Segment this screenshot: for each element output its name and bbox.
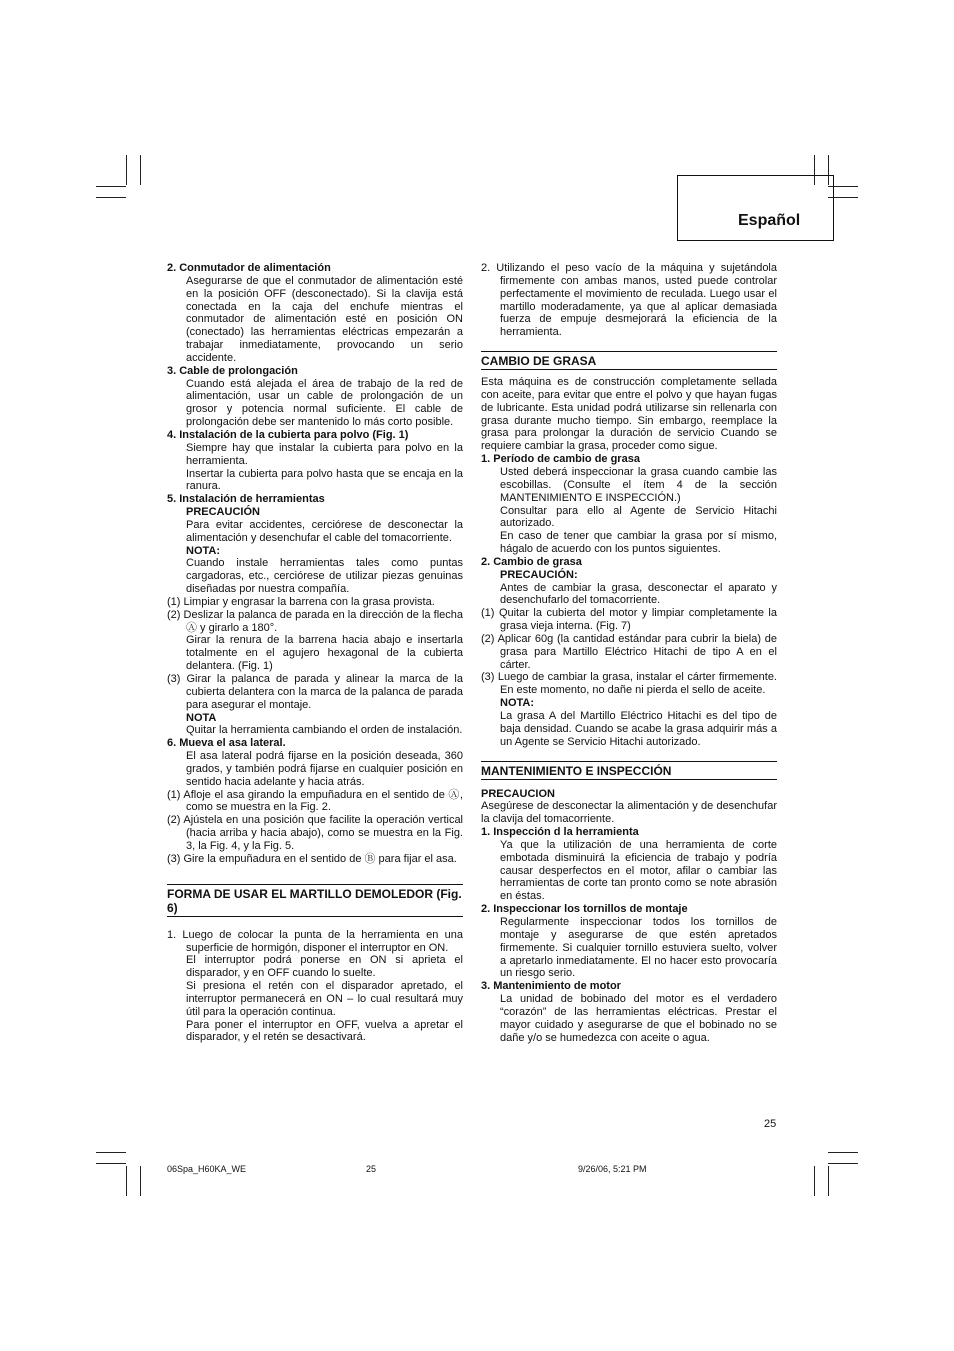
item-title: 1. Período de cambio de grasa xyxy=(481,453,640,466)
step: (1) Quitar la cubierta del motor y limpiar completamente la grasa vieja interna. (Fig. 7) xyxy=(481,607,777,633)
item-body: Siempre hay que instalar la cubierta para polvo en la herramienta. xyxy=(186,441,463,467)
step: 2. Utilizando el peso vacío de la máquina y sujetándola firmemente con ambas manos, usted puede controlar perfectamente el movimiento de reculada. Luego usar el martillo moderadamente, ya que al aplicar demasiada fuerza de empuje desmejorará la eficiencia de la herramienta. xyxy=(481,262,777,339)
crop-mark xyxy=(828,1163,858,1164)
item-body: Usted deberá inspeccionar la grasa cuando cambie las escobillas. (Consulte el ítem 4 de la sección MANTENIMIENTO E INSPECCIÓN.) xyxy=(500,465,777,504)
step-continued: El interruptor podrá ponerse en ON si aprieta el disparador, y en OFF cuando lo suelte. xyxy=(186,954,463,980)
crop-mark xyxy=(126,1166,127,1196)
item-body: Regularmente inspeccionar todos los tornillos de montaje y asegurarse de que estén apretados firmemente. Si cualquier tornillo estuviera suelto, volver a apretarlo inmediatamente. El no hacer esto provocaría un riesgo serio. xyxy=(500,915,777,980)
item-body: Ya que la utilización de una herramienta de corte embotada disminuirá la eficiencia de trabajo y podría causar desperfectos en el motor, afilar o cambiar las herramientas de corte tan pronto como se note abrasión en éstas. xyxy=(500,838,777,903)
item-title: 2. Conmutador de alimentación xyxy=(167,262,331,274)
crop-mark xyxy=(96,1163,126,1164)
item-title: 6. Mueva el asa lateral. xyxy=(167,737,286,750)
item-body: En caso de tener que cambiar la grasa por sí mismo, hágalo de acuerdo con los puntos siguientes. xyxy=(500,530,777,556)
crop-mark xyxy=(96,186,126,187)
language-header-box xyxy=(677,175,834,241)
item-title: 5. Instalación de herramientas xyxy=(167,493,325,506)
item-title: 2. Cambio de grasa xyxy=(481,555,582,568)
step: (2) Aplicar 60g (la cantidad estándar para cubrir la biela) de grasa para Martillo Eléctrico Hitachi de tipo A en el cárter. xyxy=(481,632,777,671)
section-heading: MANTENIMIENTO E INSPECCIÓN xyxy=(481,761,777,780)
caution-text: Asegúrese de desconectar la alimentación y de desenchufar la clavija del tomacorriente. xyxy=(481,800,777,826)
page-number: 25 xyxy=(764,1118,777,1130)
caution-text: Para evitar accidentes, cerciórese de desconectar la alimentación y desenchufar el cable del tomacorriente. xyxy=(186,518,463,544)
note-label: NOTA: xyxy=(186,544,221,557)
item-body: Insertar la cubierta para polvo hasta que se encaja en la ranura. xyxy=(186,467,463,493)
footer-date: 9/26/06, 5:21 PM xyxy=(578,1164,647,1174)
step: (3) Girar la palanca de parada y alinear la marca de la cubierta delantera con la marca de la palanca de parada para asegurar el montaje. xyxy=(167,673,463,711)
step-continued: Para poner el interruptor en OFF, vuelva a apretar el disparador, y el retén se desactivará. xyxy=(186,1018,463,1044)
crop-mark xyxy=(96,1152,126,1153)
item-title: 2. Inspeccionar los tornillos de montaje xyxy=(481,903,688,916)
left-column xyxy=(167,262,463,1044)
item-body: Asegurarse de que el conmutador de alimentación esté en la posición OFF (desconectado). Si la clavija está conectada en la caja del enchufe mientras el conmutador de alimentación esté en posición ON (conectado) las herramientas eléctricas empezarán a trabajar inmediatamente, provocando un serio accidente. xyxy=(186,274,463,364)
crop-mark xyxy=(828,1166,829,1196)
crop-mark xyxy=(96,197,126,198)
crop-mark xyxy=(814,1166,815,1196)
step-continued: Si presiona el retén con el disparador apretado, el interruptor permanecerá en ON – lo cual resultará muy útil para la operación continua. xyxy=(186,980,463,1018)
caution-label: PRECAUCIÓN xyxy=(186,506,260,519)
caution-label: PRECAUCION xyxy=(481,787,555,800)
section-heading: CAMBIO DE GRASA xyxy=(481,351,777,370)
item-body: Consultar para ello al Agente de Servicio Hitachi autorizado. xyxy=(500,504,777,530)
footer-page: 25 xyxy=(366,1164,377,1174)
note-text: La grasa A del Martillo Eléctrico Hitachi es del tipo de baja densidad. Cuando se acabe la grasa adquirir más a un Agente se Servicio Hitachi autorizado. xyxy=(500,710,777,748)
item-title: 3. Cable de prolongación xyxy=(167,364,298,377)
footer-file: 06Spa_H60KA_WE xyxy=(167,1164,247,1174)
crop-mark xyxy=(140,155,141,185)
caution-label: PRECAUCIÓN: xyxy=(500,568,578,581)
note-text: Quitar la herramienta cambiando el orden de instalación. xyxy=(186,724,463,737)
note-label: NOTA xyxy=(186,711,217,724)
right-column xyxy=(481,262,777,1044)
step: (3) Gire la empuñadura en el sentido de Ⓑ para fijar el asa. xyxy=(167,852,457,865)
item-title: 1. Inspección d la herramienta xyxy=(481,826,639,839)
step: (1) Limpiar y engrasar la barrena con la grasa provista. xyxy=(167,595,435,608)
crop-mark xyxy=(126,155,127,185)
note-label: NOTA: xyxy=(500,697,535,710)
language-label: Español xyxy=(738,212,801,229)
caution-text: Antes de cambiar la grasa, desconectar el aparato y desenchufarlo del tomacorriente. xyxy=(500,581,777,607)
section-heading: FORMA DE USAR EL MARTILLO DEMOLEDOR (Fig. 6) xyxy=(167,884,463,917)
item-body: La unidad de bobinado del motor es el verdadero “corazón” de las herramientas eléctricas. Prestar el mayor cuidado y asegurarse de que el bobinado no se dañe y/o se humedezca con aceite o agua. xyxy=(500,993,777,1044)
note-text: Cuando instale herramientas tales como puntas cargadoras, etc., cerciórese de utilizar piezas genuinas diseñadas por nuestra compañía. xyxy=(186,557,463,596)
step: (3) Luego de cambiar la grasa, instalar el cárter firmemente. En este momento, no dañe ni pierda el sello de aceite. xyxy=(481,671,777,697)
step: 1. Luego de colocar la punta de la herramienta en una superficie de hormigón, disponer el interruptor en ON. xyxy=(167,928,463,954)
step-continued: Girar la renura de la barrena hacia abajo e insertarla totalmente en el agujero hexagonal de la cubierta delantera. (Fig. 1) xyxy=(186,634,463,673)
item-title: 4. Instalación de la cubierta para polvo (Fig. 1) xyxy=(167,428,409,441)
step: (2) Deslizar la palanca de parada en la dirección de la flecha Ⓐ y girarlo a 180°. xyxy=(167,608,463,634)
item-body: Cuando está alejada el área de trabajo de la red de alimentación, usar un cable de prolongación de un grosor y potencia normal suficiente. El cable de prolongación debe ser mantenido lo más corto posible. xyxy=(186,377,463,429)
step: (2) Ajústela en una posición que facilite la operación vertical (hacia arriba y hacia abajo), como se muestra en la Fig. 3, la Fig. 4, y la Fig. 5. xyxy=(167,814,463,852)
section-intro: Esta máquina es de construcción completamente sellada con aceite, para evitar que entre el polvo y que hayan fugas de lubricante. Esta unidad podrá utilizarse sin rellenarla con grasa durante mucho tiempo. Sin embargo, reemplace la grasa para prolongar la duración de servicio Cuando se requiere cambiar la grasa, proceder como sigue. xyxy=(481,376,777,453)
crop-mark xyxy=(828,1152,858,1153)
step: (1) Afloje el asa girando la empuñadura en el sentido de Ⓐ, como se muestra en la Fig. 2. xyxy=(167,788,463,814)
item-title: 3. Mantenimiento de motor xyxy=(481,980,621,993)
crop-mark xyxy=(140,1166,141,1196)
item-body: El asa lateral podrá fijarse en la posición deseada, 360 grados, y también podrá fijarse en cualquier posición en sentido hacia adelante y hacia atrás. xyxy=(186,750,463,788)
